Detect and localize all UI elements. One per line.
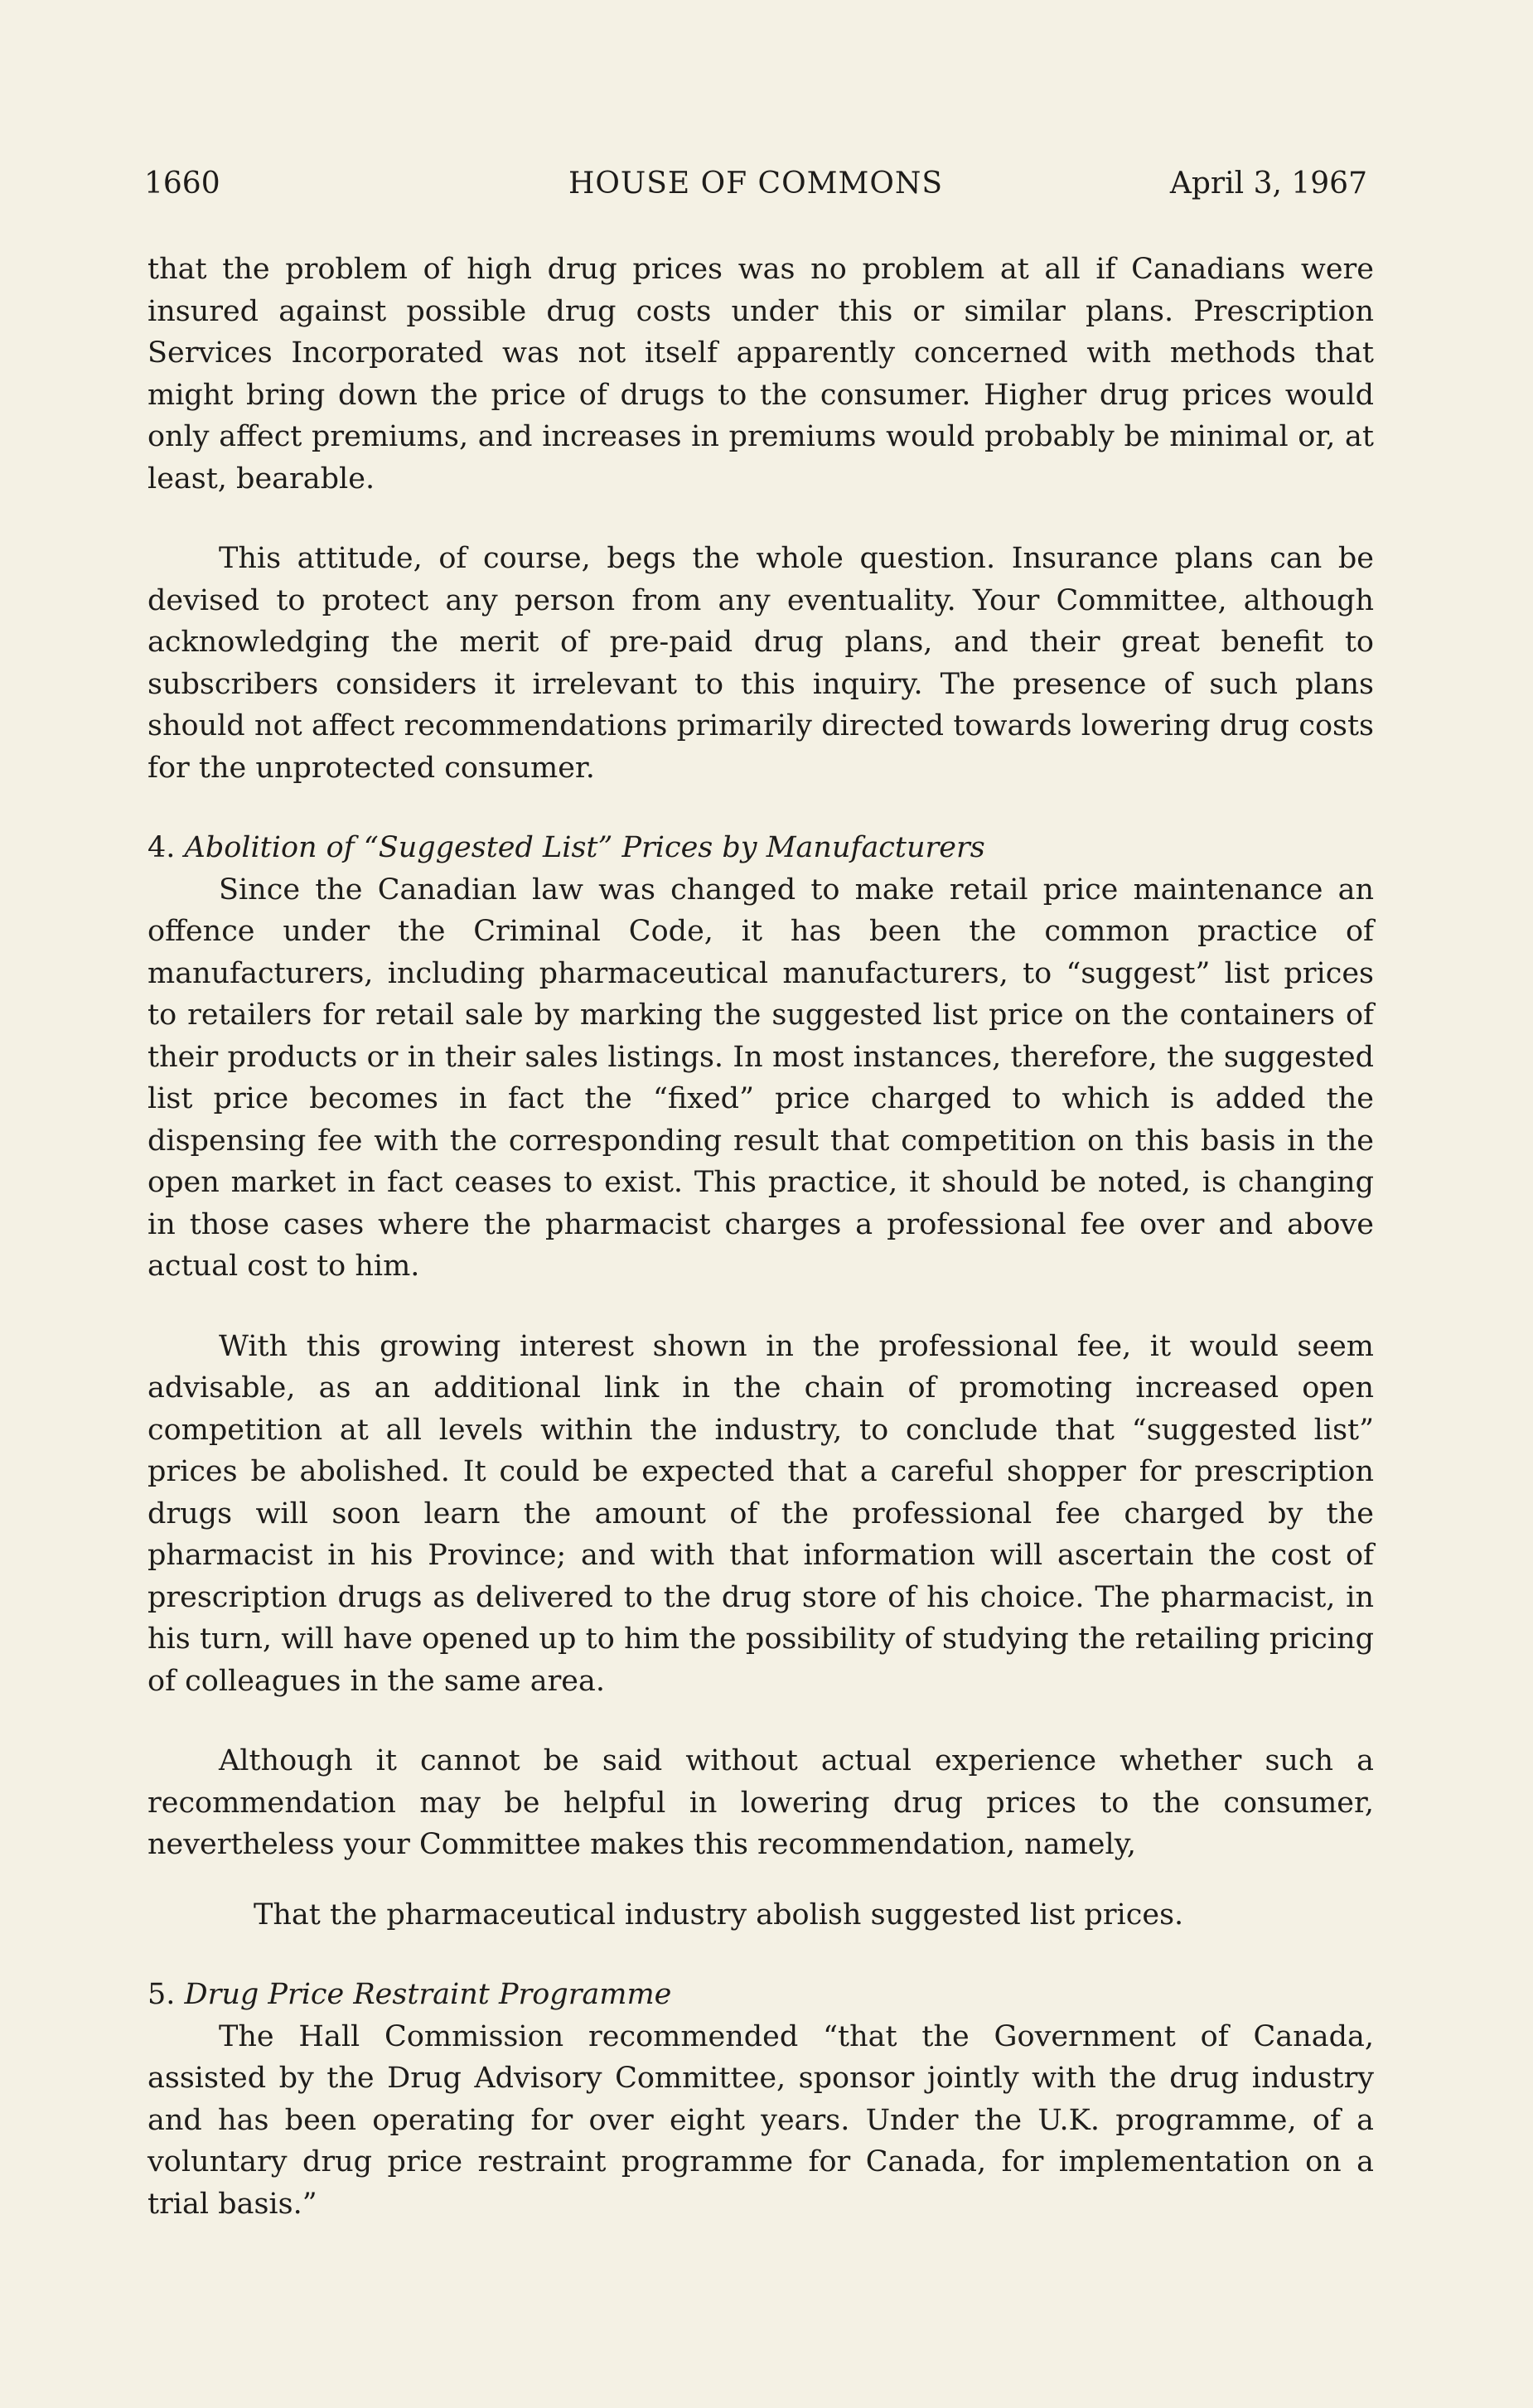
section-4-heading <box>147 827 1374 869</box>
paragraph-professional-fee: With this growing interest shown in the professional fee, it would seem advisable, as an additional link in the chain of promoting increased open competition at all levels within the industry, to conclude that “suggested list” prices be abolished. It could be expected that a careful shopper for prescription drugs will soon learn the amount of the professional fee charged by the pharmacist in his Province; and with that information will ascertain the cost of prescription drugs as delivered to the drug store of his choice. The pharmacist, in his turn, will have opened up to him the possibility of studying the retailing pricing of colleagues in the same area. <box>147 1329 1374 1698</box>
paragraph-retail-price: Since the Canadian law was changed to make retail price maintenance an offence under the Criminal Code, it has been the common practice of manufacturers, including pharmaceutical manufacturers, to “suggest” list prices to retailers for retail sale by marking the suggested list price on the containers of their products or in their sales listings. In most instances, therefore, the suggested list price becomes in fact the “fixed” price charged to which is added the dispensing fee with the corresponding result that competition on this basis in the open market in fact ceases to exist. This practice, it should be noted, is changing in those cases where the pharmacist charges a professional fee over and above actual cost to him. <box>147 873 1374 1283</box>
paragraph-continuation: that the problem of high drug prices was no problem at all if Canadians were insured against possible drug costs under this or similar plans. Prescription Services Incorporated was not itself apparently concerned with methods that might bring down the price of drugs to the consumer. Higher drug prices would only affect premiums, and increases in premiums would probably be minimal or, at least, bearable. <box>147 253 1374 496</box>
header-date: April 3, 1967 <box>1169 167 1367 201</box>
section-5-number: 5. <box>147 1978 176 2011</box>
section-5-heading <box>147 1974 1374 2016</box>
section-4-number: 4. <box>147 831 176 864</box>
paragraph-attitude: This attitude, of course, begs the whole question. Insurance plans can be devised to protect any person from any eventuality. Your Committee, although acknowledging the merit of pre-paid drug plans, and their great benefit to subscribers considers it irrelevant to this inquiry. The presence of such plans should not affect recommendations primarily directed towards lowering drug costs for the unprotected consumer. <box>147 542 1374 785</box>
paragraph-recommendation-intro: Although it cannot be said without actual experience whether such a recommendation may be helpful in lowering drug prices to the consumer, nevertheless your Committee makes this recommendation, namely, <box>147 1744 1374 1861</box>
page-header <box>144 159 1367 209</box>
section-4-title: Abolition of “Suggested List” Prices by Manufacturers <box>184 831 985 864</box>
running-head: HOUSE OF COMMONS <box>568 167 944 201</box>
page-number: 1660 <box>144 167 220 201</box>
paragraph-hall-commission: The Hall Commission recommended “that the Government of Canada, assisted by the Drug Advisory Committee, sponsor jointly with the drug industry and has been operating for over eight years. Under the U.K. programme, of a voluntary drug price restraint programme for Canada, for implementation on a trial basis.” <box>147 2019 1374 2221</box>
recommendation-text: That the pharmaceutical industry abolish suggested list prices. <box>254 1898 1184 1932</box>
section-5-title: Drug Price Restraint Programme <box>184 1978 672 2011</box>
page-body <box>147 249 1374 2225</box>
